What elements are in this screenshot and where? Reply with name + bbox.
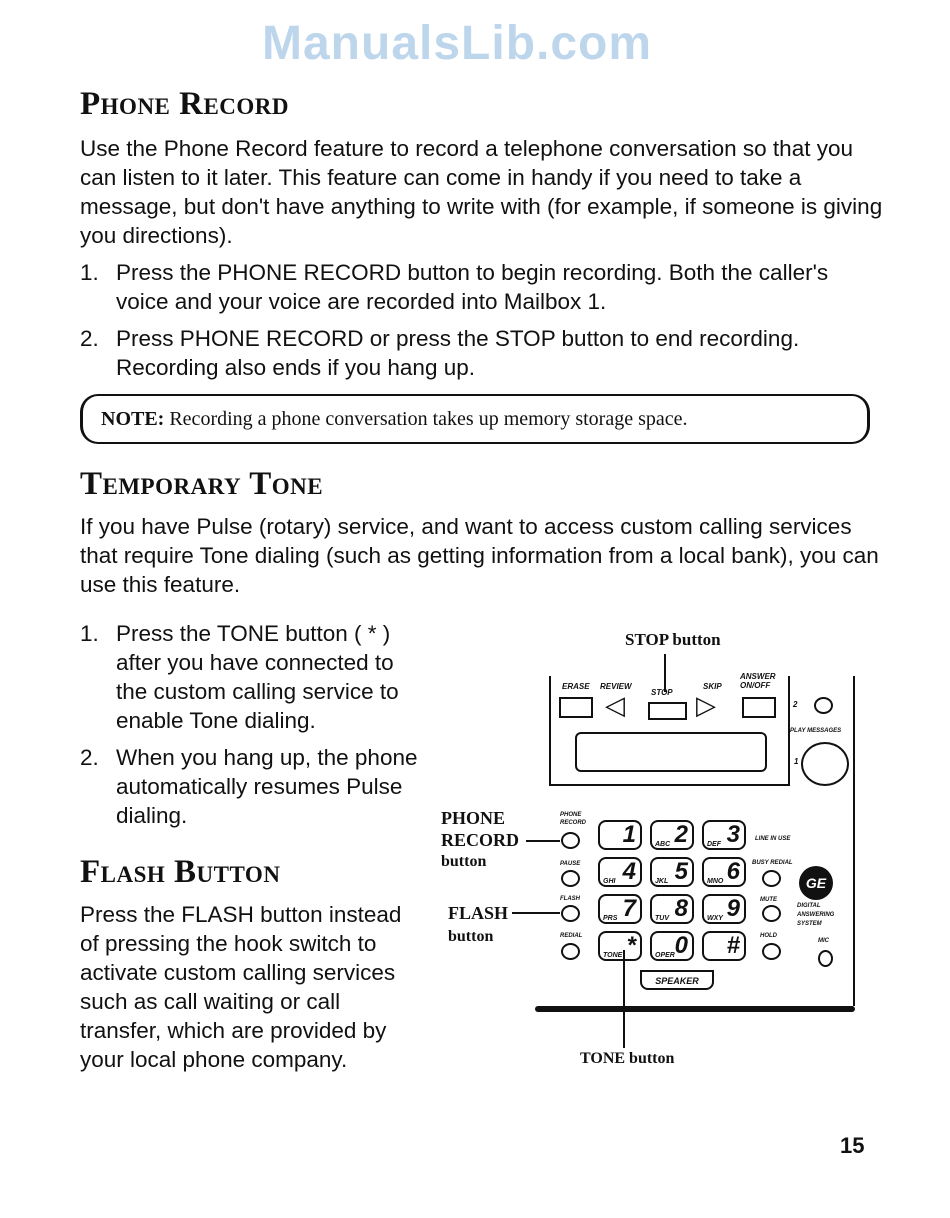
note-text: Recording a phone conversation takes up memory storage space. (169, 408, 688, 430)
key-4[interactable] (598, 857, 642, 887)
label-one: 1 (794, 757, 799, 766)
callout-flash: FLASH (448, 903, 509, 923)
label-busy-redial: BUSY REDIAL (752, 860, 793, 866)
callout-flash-button: button (448, 928, 494, 945)
mute-button[interactable] (762, 905, 781, 922)
key-2[interactable] (650, 820, 694, 850)
key-letters: TUV (655, 915, 669, 922)
play-messages-button[interactable] (801, 742, 849, 786)
key-pound[interactable] (702, 931, 746, 961)
callout-stop: STOP button (625, 630, 721, 649)
step-text: When you hang up, the phone automatically resumes Pulse dialing. (116, 745, 418, 828)
page-number: 15 (840, 1133, 865, 1158)
text-column (80, 84, 885, 1074)
skip-button[interactable]: ▷ (696, 690, 716, 720)
review-button[interactable]: ◁ (605, 690, 625, 720)
key-digit: 0 (674, 932, 688, 959)
label-phone: PHONE (560, 812, 582, 818)
callout-phone: PHONE (441, 808, 506, 828)
key-3[interactable] (702, 820, 746, 850)
callout-tone: TONE button (580, 1050, 675, 1067)
note-label: NOTE: (101, 408, 165, 430)
list-item (80, 324, 885, 382)
label-review: REVIEW (600, 682, 632, 691)
key-star[interactable] (598, 931, 642, 961)
pause-button[interactable] (561, 870, 580, 887)
label-answer: ANSWER (740, 672, 776, 681)
label-skip: SKIP (703, 682, 722, 691)
key-letters: TONE (603, 952, 623, 959)
mailbox-2-button[interactable] (814, 697, 833, 714)
flash-button[interactable] (561, 905, 580, 922)
erase-button[interactable] (559, 697, 593, 718)
key-5[interactable] (650, 857, 694, 887)
phone-record-button[interactable] (561, 832, 580, 849)
key-digit: # (726, 932, 740, 959)
key-digit: 7 (622, 895, 636, 922)
list-item (80, 258, 885, 316)
key-letters: PRS (603, 915, 618, 922)
label-onoff: ON/OFF (740, 681, 771, 690)
mic-icon (818, 950, 833, 967)
heading-flash-button: Flash Button (80, 854, 281, 890)
hold-button[interactable] (762, 943, 781, 960)
key-6[interactable] (702, 857, 746, 887)
label-digital: DIGITAL (797, 903, 821, 909)
key-digit: 5 (674, 858, 688, 885)
busy-redial-button[interactable] (762, 870, 781, 887)
heading-phone-record: Phone Record (80, 86, 290, 122)
step-number: 1. (80, 621, 99, 646)
key-7[interactable] (598, 894, 642, 924)
temporary-tone-intro: If you have Pulse (rotary) service, and want to access custom calling services that require Tone dialing (such as getting information from a local bank), you can use this feature. (80, 514, 879, 597)
key-letters: MNO (707, 878, 724, 885)
label-hold: HOLD (760, 933, 777, 939)
key-digit: 2 (674, 821, 688, 848)
phone-record-intro: Use the Phone Record feature to record a telephone conversation so that you can listen to it later. This feature can come in handy if you need to take a message, but don't have anything to write with (for example, if someone is giving you directions). (80, 136, 883, 248)
display-screen (575, 732, 767, 772)
key-1[interactable] (598, 820, 642, 850)
label-mic: MIC (818, 938, 829, 944)
label-stop: STOP (651, 688, 673, 697)
step-number: 2. (80, 326, 99, 351)
stop-button[interactable] (648, 702, 687, 720)
key-0[interactable] (650, 931, 694, 961)
label-play-messages: PLAY MESSAGES (790, 728, 842, 734)
speaker-button[interactable] (640, 970, 714, 990)
label-answering: ANSWERING (797, 912, 835, 918)
step-text: Press the TONE button ( * ) after you have connected to the custom calling service to enable Tone dialing. (116, 621, 399, 733)
label-two: 2 (793, 700, 798, 709)
step-number: 2. (80, 745, 99, 770)
key-digit: 8 (674, 895, 688, 922)
label-record: RECORD (560, 820, 587, 826)
key-letters: DEF (707, 841, 721, 848)
label-mute: MUTE (760, 897, 777, 903)
heading-temporary-tone: Temporary Tone (80, 466, 324, 502)
key-letters: ABC (655, 841, 671, 848)
key-digit: 4 (622, 858, 636, 885)
key-letters: JKL (655, 878, 669, 885)
key-digit: * (626, 932, 636, 959)
callout-button: button (441, 853, 487, 870)
key-digit: 1 (622, 821, 636, 848)
list-item (80, 743, 425, 830)
key-digit: 6 (726, 858, 740, 885)
key-letters: WXY (707, 915, 723, 922)
label-line-in-use: LINE IN USE (755, 836, 791, 842)
left-column (80, 619, 425, 1074)
step-text: Press the PHONE RECORD button to begin recording. Both the caller's voice and your voice are recorded into Mailbox 1. (116, 260, 829, 314)
key-digit: 3 (726, 821, 740, 848)
label-pause: PAUSE (560, 861, 581, 867)
label-system: SYSTEM (797, 921, 822, 927)
watermark: ManualsLib.com (262, 17, 653, 70)
note-box (80, 394, 870, 444)
step-text: Press PHONE RECORD or press the STOP button to end recording. Recording also ends if you hang up. (116, 326, 800, 380)
redial-button[interactable] (561, 943, 580, 960)
label-redial: REDIAL (560, 933, 583, 939)
list-item (80, 619, 425, 735)
key-letters: GHI (603, 878, 616, 885)
step-number: 1. (80, 260, 99, 285)
label-flash: FLASH (560, 896, 580, 902)
key-8[interactable] (650, 894, 694, 924)
answer-onoff-button[interactable] (742, 697, 776, 718)
label-speaker: SPEAKER (655, 976, 699, 986)
key-digit: 9 (726, 895, 740, 922)
label-erase: ERASE (562, 682, 590, 691)
callout-record: RECORD (441, 830, 520, 850)
flash-button-text: Press the FLASH button instead of pressing the hook switch to activate custom calling services such as call waiting or call transfer, which are provided by your local phone company. (80, 902, 402, 1072)
key-letters: OPER (655, 952, 675, 959)
key-9[interactable] (702, 894, 746, 924)
ge-logo: GE (799, 866, 833, 900)
